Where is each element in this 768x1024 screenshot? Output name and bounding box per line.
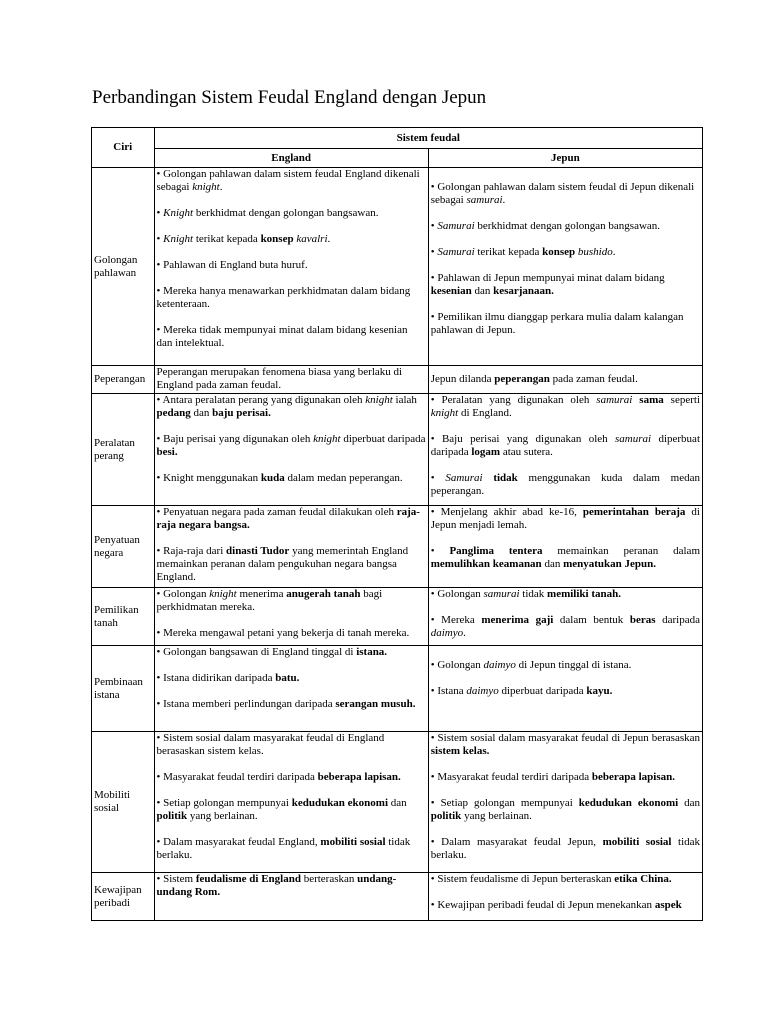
bullet-item: • Antara peralatan perang yang digunakan oleh knight ialah pedang dan baju perisai. [156, 394, 417, 419]
england-cell [154, 394, 428, 506]
jepun-cell [428, 873, 702, 921]
row-label: Golongan pahlawan [92, 168, 155, 366]
row-label: Pemilikan tanah [92, 588, 155, 646]
bullet-item: • Pahlawan di Jepun mempunyai minat dalam bidang kesenian dan kesarjanaan. [430, 272, 665, 297]
bullet-item: • Setiap golongan mempunyai kedudukan ekonomi dan politik yang berlainan. [430, 797, 701, 822]
england-cell [154, 588, 428, 646]
bullet-item: • Samurai berkhidmat dengan golongan bangsawan. [430, 220, 661, 232]
jepun-cell [428, 168, 702, 366]
bullet-item: • Golongan daimyo di Jepun tinggal di istana. [430, 659, 632, 671]
comparison-table [91, 127, 703, 921]
bullet-item: • Sistem sosial dalam masyarakat feudal di England berasaskan sistem kelas. [156, 732, 385, 757]
england-cell [154, 506, 428, 588]
table-row [92, 394, 703, 506]
bullet-item: • Masyarakat feudal terdiri daripada beberapa lapisan. [430, 771, 676, 783]
bullet-item: • Knight terikat kepada konsep kavalri. [156, 233, 331, 245]
bullet-item: • Masyarakat feudal terdiri daripada beberapa lapisan. [156, 771, 401, 783]
bullet-item: • Knight menggunakan kuda dalam medan peperangan. [156, 472, 403, 484]
bullet-item: • Sistem sosial dalam masyarakat feudal di Jepun berasaskan sistem kelas. [430, 732, 700, 757]
page-title: Perbandingan Sistem Feudal England dengan Jepun [92, 87, 487, 108]
bullet-item: • Istana didirikan daripada batu. [156, 672, 300, 684]
bullet-item: • Mereka hanya menawarkan perkhidmatan dalam bidang ketenteraan. [156, 285, 411, 310]
bullet-item: • Pemilikan ilmu dianggap perkara mulia dalam kalangan pahlawan di Jepun. [430, 311, 684, 336]
table-row [92, 588, 703, 646]
bullet-item: • Pahlawan di England buta huruf. [156, 259, 308, 271]
bullet-item: • Golongan knight menerima anugerah tanah bagi perkhidmatan mereka. [156, 588, 383, 613]
row-label: Kewajipan peribadi [92, 873, 155, 921]
bullet-item: • Mereka mengawal petani yang bekerja di tanah mereka. [156, 627, 410, 639]
bullet-item: • Istana memberi perlindungan daripada serangan musuh. [156, 698, 416, 710]
table-row [92, 732, 703, 873]
bullet-item: • Menjelang akhir abad ke-16, pemerintahan beraja di Jepun menjadi lemah. [430, 506, 700, 531]
bullet-item: • Istana daimyo diperbuat daripada kayu. [430, 685, 613, 697]
jepun-cell [428, 506, 702, 588]
bullet-item: • Sistem feudalisme di Jepun berteraskan etika China. [430, 873, 672, 885]
jepun-cell [428, 394, 702, 506]
bullet-item: • Setiap golongan mempunyai kedudukan ekonomi dan politik yang berlainan. [156, 797, 407, 822]
row-label: Mobiliti sosial [92, 732, 155, 873]
bullet-item: • Raja-raja dari dinasti Tudor yang memerintah England memainkan peranan dalam pengukuhan negara bangsa England. [156, 545, 409, 583]
england-cell [154, 732, 428, 873]
bullet-item: • Baju perisai yang digunakan oleh samurai diperbuat daripada logam atau sutera. [430, 433, 700, 458]
bullet-item: • Golongan samurai tidak memiliki tanah. [430, 588, 621, 600]
bullet-item: • Dalam masyarakat feudal England, mobiliti sosial tidak berlaku. [156, 836, 411, 861]
bullet-item: • Golongan bangsawan di England tinggal di istana. [156, 646, 388, 658]
row-label: Peperangan [92, 366, 155, 394]
table-row [92, 168, 703, 366]
bullet-item: • Samurai terikat kepada konsep bushido. [430, 246, 616, 258]
row-label: Penyatuan negara [92, 506, 155, 588]
jepun-cell [428, 588, 702, 646]
bullet-item: • Samurai tidak menggunakan kuda dalam medan peperangan. [430, 472, 700, 497]
table-row [92, 506, 703, 588]
row-label: Pembinaan istana [92, 646, 155, 732]
bullet-item: • Mereka menerima gaji dalam bentuk beras daripada daimyo. [430, 614, 700, 639]
table-row [92, 873, 703, 921]
jepun-cell [428, 646, 702, 732]
bullet-item: • Baju perisai yang digunakan oleh knight diperbuat daripada besi. [156, 433, 426, 458]
bullet-item: • Sistem feudalisme di England berteraskan undang-undang Rom. [156, 873, 397, 898]
bullet-item: • Kewajipan peribadi feudal di Jepun menekankan aspek [430, 899, 682, 911]
jepun-cell [428, 732, 702, 873]
row-label: Peralatan perang [92, 394, 155, 506]
bullet-item: • Knight berkhidmat dengan golongan bangsawan. [156, 207, 379, 219]
header-england: England [154, 149, 428, 168]
bullet-item: • Mereka tidak mempunyai minat dalam bidang kesenian dan intelektual. [156, 324, 408, 349]
england-cell [154, 873, 428, 921]
jepun-cell: Jepun dilanda peperangan pada zaman feudal. [428, 366, 702, 394]
table-row [92, 646, 703, 732]
england-cell [154, 168, 428, 366]
bullet-item: • Panglima tentera memainkan peranan dalam memulihkan keamanan dan menyatukan Jepun. [430, 545, 700, 570]
bullet-item: • Penyatuan negara pada zaman feudal dilakukan oleh raja-raja negara bangsa. [156, 506, 420, 531]
bullet-item: • Dalam masyarakat feudal Jepun, mobiliti sosial tidak berlaku. [430, 836, 701, 861]
table-subheader-row [92, 149, 703, 168]
header-sistem-feudal: Sistem feudal [154, 128, 703, 149]
table-row [92, 366, 703, 394]
england-cell [154, 646, 428, 732]
header-jepun: Jepun [428, 149, 702, 168]
england-cell: Peperangan merupakan fenomena biasa yang berlaku di England pada zaman feudal. [154, 366, 428, 394]
bullet-item: • Golongan pahlawan dalam sistem feudal di Jepun dikenali sebagai samurai. [430, 181, 695, 206]
table-header-row [92, 128, 703, 149]
header-ciri: Ciri [92, 128, 155, 168]
bullet-item: • Golongan pahlawan dalam sistem feudal England dikenali sebagai knight. [156, 168, 420, 193]
bullet-item: • Peralatan yang digunakan oleh samurai sama seperti knight di England. [430, 394, 700, 419]
